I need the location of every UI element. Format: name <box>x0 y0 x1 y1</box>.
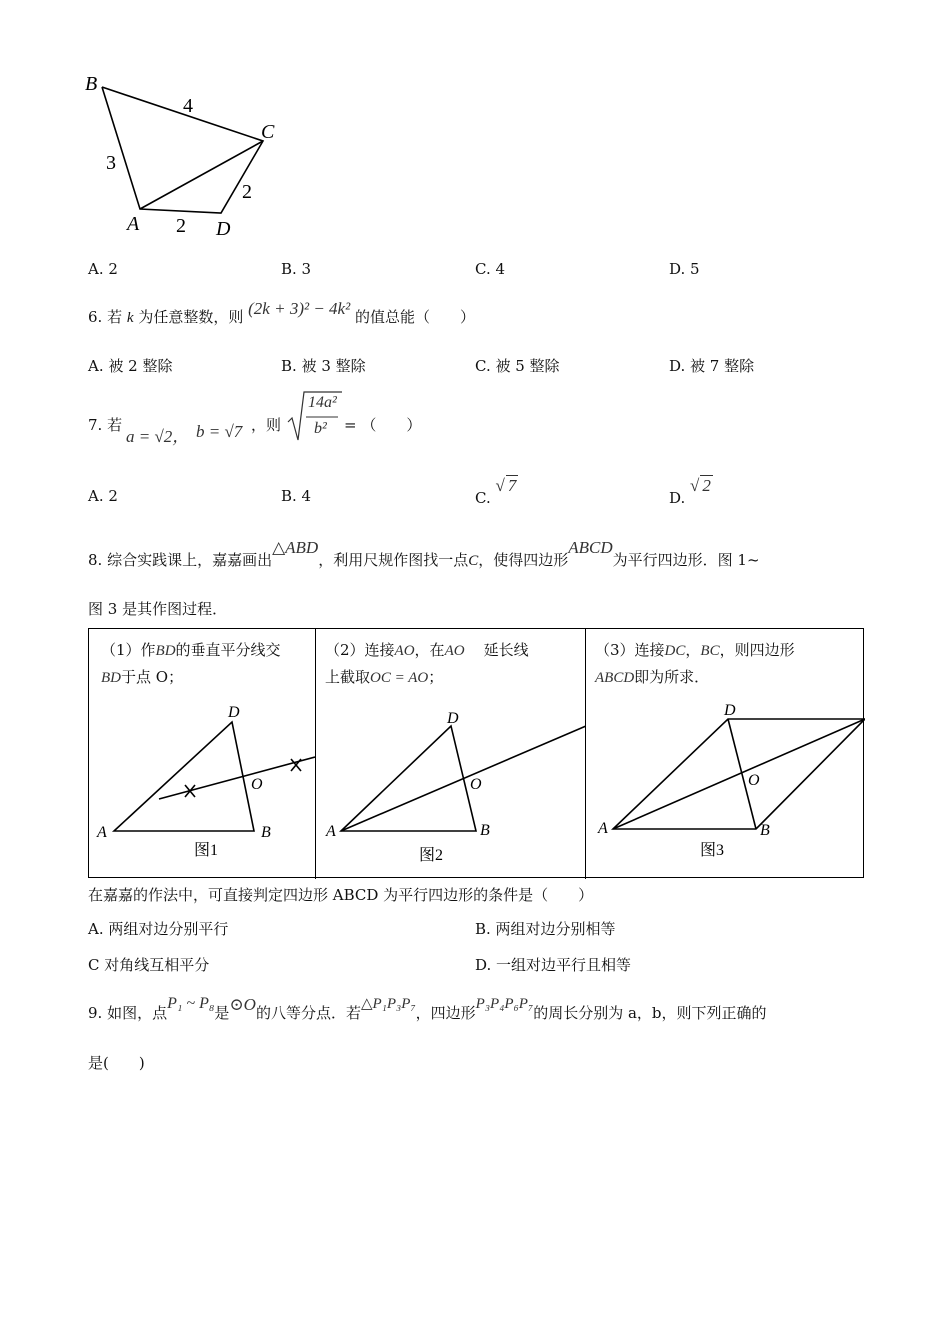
fig1-label-D: D <box>228 704 240 721</box>
q7-option-c[interactable]: C. √ 7 <box>475 476 517 507</box>
q5-option-b[interactable]: B. 3 <box>281 260 312 278</box>
fig2-label-A: A <box>326 823 336 840</box>
label-A: A <box>127 213 140 235</box>
q9-stem-line2: 是( ) <box>88 1054 145 1072</box>
step1-text: （1）作BD的垂直平分线交 BD于点 O； <box>101 641 281 686</box>
length-CD: 2 <box>242 181 252 203</box>
q5-quadrilateral-figure <box>80 68 290 243</box>
fig2-label-B: B <box>480 822 490 839</box>
label-C: C <box>261 121 275 143</box>
q8-option-b[interactable]: B. 两组对边分别相等 <box>475 920 616 938</box>
q8-stem-line2: 图 3 是其作图过程． <box>88 600 228 618</box>
q6-option-b[interactable]: B. 被 3 整除 <box>281 357 366 375</box>
q5-option-a[interactable]: A. 2 <box>88 260 118 278</box>
q6-option-d[interactable]: D. 被 7 整除 <box>669 357 755 375</box>
figure-3 <box>586 699 865 879</box>
fig3-label-B: B <box>760 822 770 839</box>
fig1-label-O: O <box>251 776 263 793</box>
fig3-caption: 图3 <box>700 842 725 859</box>
figure-2 <box>316 699 586 879</box>
label-B: B <box>85 73 98 95</box>
q6-option-a[interactable]: A. 被 2 整除 <box>88 357 173 375</box>
q8-construction-table <box>88 628 864 878</box>
q8-option-c[interactable]: C 对角线互相平分 <box>88 956 210 974</box>
fig2-label-D: D <box>447 710 459 727</box>
fig2-label-O: O <box>470 776 482 793</box>
fig2-caption: 图2 <box>419 847 444 864</box>
fig1-caption: 图1 <box>194 842 219 859</box>
q5-option-c[interactable]: C. 4 <box>475 260 506 278</box>
q8-stem-line1: 8. 综合实践课上，嘉嘉画出△ABD，利用尺规作图找一点C，使得四边形ABCD为平行四边形．图 1~ <box>88 538 760 569</box>
length-BC: 4 <box>183 95 193 117</box>
step3-text: （3）连接DC，BC，则四边形 ABCD即为所求． <box>595 641 795 686</box>
q7-expr-a: a = √2， <box>126 427 190 446</box>
q8-question: 在嘉嘉的作法中，可直接判定四边形 ABCD 为平行四边形的条件是（ ） <box>88 886 594 904</box>
fig3-label-O: O <box>748 772 760 789</box>
q8-option-d[interactable]: D. 一组对边平行且相等 <box>475 956 632 974</box>
length-AD: 2 <box>176 215 186 237</box>
q7-expr-b: b = √7 <box>196 422 243 441</box>
length-AB: 3 <box>106 152 116 174</box>
q7-frac-den: b² <box>314 420 327 437</box>
q6-expression: (2k + 3)² − 4k² <box>248 299 351 318</box>
step2-text: （2）连接AO，在AO 延长线 上截取OC = AO； <box>325 641 529 686</box>
label-D: D <box>216 218 231 240</box>
fig1-label-B: B <box>261 824 271 841</box>
figure-1 <box>89 699 315 879</box>
q7-option-d[interactable]: D. √ 2 <box>669 476 711 507</box>
q8-option-a[interactable]: A. 两组对边分别平行 <box>88 920 229 938</box>
fig3-label-A: A <box>598 820 608 837</box>
q5-option-d[interactable]: D. 5 <box>669 260 700 278</box>
q7-option-b[interactable]: B. 4 <box>281 487 312 505</box>
q9-stem-line1: 9. 如图，点P₁ ~ P₈是⊙O的八等分点．若△P₁P₃P₇，四边形P₃P₄P₆P₇的周长分别为 a，b，则下列正确的 <box>88 995 767 1022</box>
q7-option-a[interactable]: A. 2 <box>88 487 118 505</box>
q7-frac-num: 14a² <box>308 394 337 411</box>
q6-option-c[interactable]: C. 被 5 整除 <box>475 357 560 375</box>
q6-stem: 6. 若 k 为任意整数，则 (2k + 3)² − 4k² 的值总能（ ） <box>88 299 475 326</box>
fig3-label-D: D <box>724 702 736 719</box>
fig1-label-A: A <box>97 824 107 841</box>
